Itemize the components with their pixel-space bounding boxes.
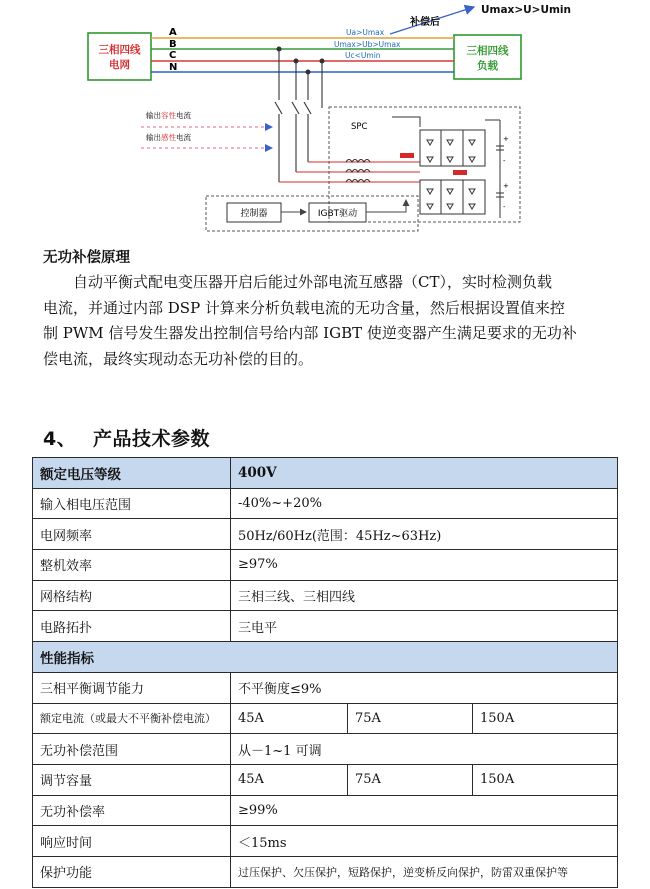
cap-prefix: 输出 xyxy=(146,111,161,120)
svg-text:输出感性电流 xyxy=(146,132,191,142)
ub-label: Umax>Ub>Umax xyxy=(334,40,401,49)
ua-label: Ua>Umax xyxy=(346,28,385,37)
section-title: 无功补偿原理 xyxy=(43,250,130,266)
spec-row xyxy=(33,488,618,519)
heading-title: 产品技术参数 xyxy=(93,428,211,450)
spec-row xyxy=(33,764,618,795)
spec-label-cell: 无功补偿范围 xyxy=(33,734,231,765)
spec-label-cell: 额定电压等级 xyxy=(33,458,231,489)
phase-n-label: N xyxy=(169,62,178,73)
spec-row xyxy=(33,519,618,550)
spec-label-cell: 网格结构 xyxy=(33,580,231,611)
spec-value-cell: 三相三线、三相四线 xyxy=(231,580,618,611)
after-comp-label: 补偿后 xyxy=(410,17,440,28)
paragraph-line: 自动平衡式配电变压器开启后能过外部电流互感器（CT），实时检测负载 xyxy=(73,273,552,291)
spec-row xyxy=(33,826,618,857)
spec-value-cell: 不平衡度≤9% xyxy=(231,672,618,703)
spec-label-cell: 输入相电压范围 xyxy=(33,488,231,519)
compensation-circuit-diagram xyxy=(0,0,650,240)
load-label-line2: 负载 xyxy=(477,60,498,72)
svg-text:-: - xyxy=(503,157,506,165)
spc-label: SPC xyxy=(351,122,368,132)
formula-label: Umax>U>Umin xyxy=(481,4,571,16)
section-paragraph xyxy=(43,270,618,372)
uc-label: Uc<Umin xyxy=(345,51,381,60)
spec-row xyxy=(33,734,618,765)
spec-label-cell: 保护功能 xyxy=(33,856,231,887)
load-label-line1: 三相四线 xyxy=(466,45,509,57)
controller-label: 控制器 xyxy=(240,209,268,219)
ind-word: 感性 xyxy=(161,133,176,142)
load-box xyxy=(454,35,521,79)
section-heading xyxy=(43,424,210,451)
phase-c-label: C xyxy=(169,50,177,61)
spec-value-cell: 三电平 xyxy=(231,611,618,642)
grid-label-line1: 三相四线 xyxy=(98,44,141,56)
ind-prefix: 输出 xyxy=(146,133,161,142)
spec-value-cell: ＜15ms xyxy=(231,826,618,857)
spec-row xyxy=(33,458,618,489)
spec-label-cell: 性能指标 xyxy=(33,642,618,673)
spec-table xyxy=(32,457,618,888)
spec-value-cell: 400V xyxy=(231,458,618,489)
spec-label-cell: 响应时间 xyxy=(33,826,231,857)
controller-box xyxy=(227,203,281,222)
grid-label-line2: 电网 xyxy=(109,59,130,71)
svg-text:-: - xyxy=(503,203,506,211)
spec-row xyxy=(33,672,618,703)
spec-value-cell: 75A xyxy=(348,764,473,795)
spec-value-cell: -40%~+20% xyxy=(231,488,618,519)
spec-row xyxy=(33,642,618,673)
spec-row xyxy=(33,856,618,887)
spec-row xyxy=(33,550,618,581)
spec-value-cell: 75A xyxy=(348,703,473,734)
spec-value-cell: 150A xyxy=(473,703,618,734)
spec-row xyxy=(33,795,618,826)
paragraph-line: 制 PWM 信号发生器发出控制信号给内部 IGBT 使逆变器产生满足要求的无功补 xyxy=(43,324,577,342)
svg-text:输出容性电流 xyxy=(146,110,191,120)
spec-value-cell: 50Hz/60Hz(范围：45Hz~63Hz) xyxy=(231,519,618,550)
cap-word: 容性 xyxy=(161,111,176,120)
spec-value-cell: 过压保护、欠压保护，短路保护，逆变桥反向保护，防雷双重保护等 xyxy=(231,856,618,887)
svg-text:+: + xyxy=(503,182,509,190)
ind-suffix: 电流 xyxy=(176,133,191,142)
phase-a-label: A xyxy=(169,27,177,38)
phase-b-label: B xyxy=(169,39,177,50)
grid-box xyxy=(88,33,151,80)
spec-row xyxy=(33,580,618,611)
spec-value-cell: ≥97% xyxy=(231,550,618,581)
igbt-driver-label: IGBT驱动 xyxy=(317,209,358,219)
spec-value-cell: ≥99% xyxy=(231,795,618,826)
spec-label-cell: 三相平衡调节能力 xyxy=(33,672,231,703)
igbt-bridges xyxy=(420,120,504,218)
paragraph-line: 电流，并通过内部 DSP 计算来分析负载电流的无功含量，然后根据设置值来控 xyxy=(43,298,565,317)
phase-lines xyxy=(151,27,454,73)
spec-label-cell: 电路拓扑 xyxy=(33,611,231,642)
spec-value-cell: 45A xyxy=(231,764,348,795)
spec-row xyxy=(33,703,618,734)
paragraph-line: 偿电流，最终实现动态无功补偿的目的。 xyxy=(43,349,314,368)
spec-label-cell: 整机效率 xyxy=(33,550,231,581)
spec-label-cell: 额定电流（或最大不平衡补偿电流） xyxy=(33,703,231,734)
svg-text:+: + xyxy=(503,135,509,143)
spec-label-cell: 无功补偿率 xyxy=(33,795,231,826)
spec-value-cell: 从－1~1 可调 xyxy=(231,734,618,765)
igbt-driver-box xyxy=(309,203,366,222)
cap-suffix: 电流 xyxy=(176,111,191,120)
spec-value-cell: 45A xyxy=(231,703,348,734)
spec-label-cell: 调节容量 xyxy=(33,764,231,795)
heading-number: 4、 xyxy=(43,428,77,450)
spec-row xyxy=(33,611,618,642)
spec-value-cell: 150A xyxy=(473,764,618,795)
spec-label-cell: 电网频率 xyxy=(33,519,231,550)
